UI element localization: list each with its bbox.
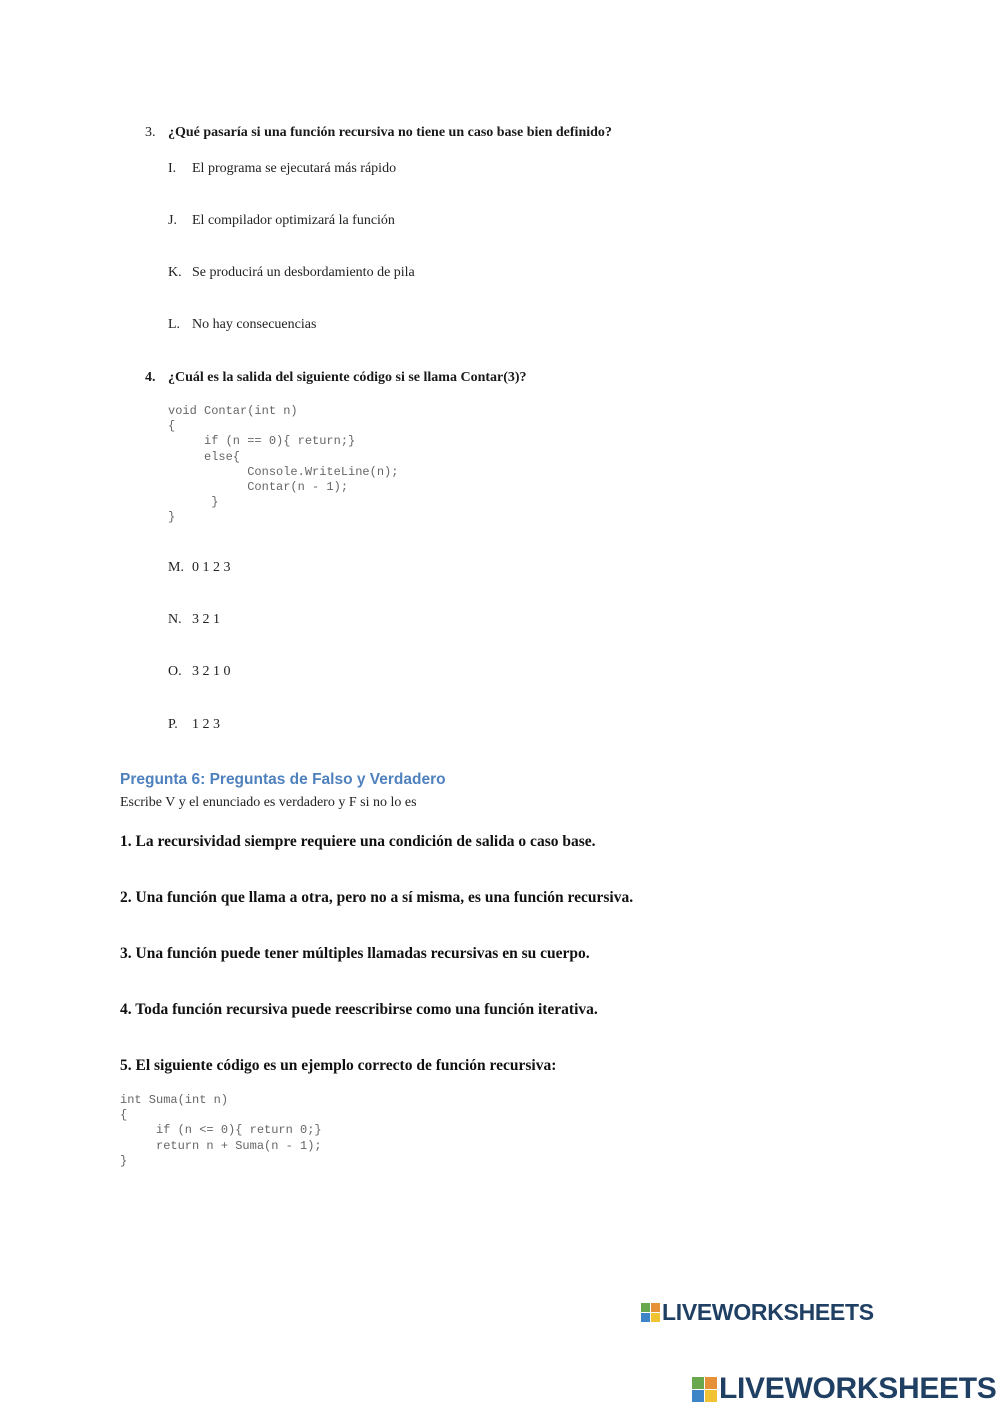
liveworksheets-logo-text: LIVEWORKSHEETS (662, 1299, 874, 1325)
q3-option-i[interactable] (168, 161, 396, 177)
liveworksheets-logo-icon (641, 1303, 660, 1322)
option-letter: J. (168, 213, 177, 228)
question-4-text: ¿Cuál es la salida del siguiente código si se llama Contar(3)? (168, 370, 527, 385)
tf-statement-5: 5. El siguiente código es un ejemplo correcto de función recursiva: (120, 1057, 557, 1074)
question-3-text: ¿Qué pasaría si una función recursiva no tiene un caso base bien definido? (168, 125, 612, 140)
option-text: 1 2 3 (192, 717, 220, 732)
question-3-number: 3. (145, 125, 156, 140)
section-6-instructions: Escribe V y el enunciado es verdadero y F si no lo es (120, 795, 417, 810)
section-6-title: Pregunta 6: Preguntas de Falso y Verdadero (120, 771, 446, 788)
option-text: El compilador optimizará la función (192, 213, 395, 228)
q4-option-o[interactable] (168, 664, 231, 680)
option-letter: I. (168, 161, 177, 176)
liveworksheets-logo-text: LIVEWORKSHEETS (719, 1372, 997, 1405)
option-text: El programa se ejecutará más rápido (192, 161, 397, 176)
liveworksheets-logo-icon (692, 1377, 717, 1402)
q3-option-k[interactable] (168, 265, 415, 281)
option-letter: P. (168, 717, 178, 732)
option-letter: O. (168, 664, 182, 679)
tf-statement-4: 4. Toda función recursiva puede reescribirse como una función iterativa. (120, 1001, 598, 1018)
option-letter: N. (168, 612, 182, 627)
option-text: 3 2 1 (192, 612, 220, 627)
tf-statement-3: 3. Una función puede tener múltiples llamadas recursivas en su cuerpo. (120, 945, 590, 962)
option-text: 3 2 1 0 (192, 664, 231, 679)
liveworksheets-logo (641, 1299, 874, 1326)
q3-option-j[interactable] (168, 213, 395, 229)
q4-option-p[interactable] (168, 717, 220, 733)
option-text: No hay consecuencias (192, 317, 317, 332)
option-letter: L. (168, 317, 181, 332)
q4-option-m[interactable] (168, 560, 231, 576)
liveworksheets-logo-large (692, 1372, 997, 1406)
q4-code-block: void Contar(int n) { if (n == 0){ return;} else{ Console.WriteLine(n); Contar(n - 1); } } (168, 404, 399, 525)
section-6-code-block: int Suma(int n) { if (n <= 0){ return 0;} return n + Suma(n - 1); } (120, 1093, 322, 1168)
option-letter: K. (168, 265, 182, 280)
tf-statement-1: 1. La recursividad siempre requiere una condición de salida o caso base. (120, 833, 596, 850)
q3-option-l[interactable] (168, 317, 316, 333)
tf-statement-2: 2. Una función que llama a otra, pero no a sí misma, es una función recursiva. (120, 889, 634, 906)
option-text: Se producirá un desbordamiento de pila (192, 265, 415, 280)
q4-option-n[interactable] (168, 612, 220, 628)
question-4-number: 4. (145, 370, 156, 385)
option-text: 0 1 2 3 (192, 560, 231, 575)
option-letter: M. (168, 560, 184, 575)
